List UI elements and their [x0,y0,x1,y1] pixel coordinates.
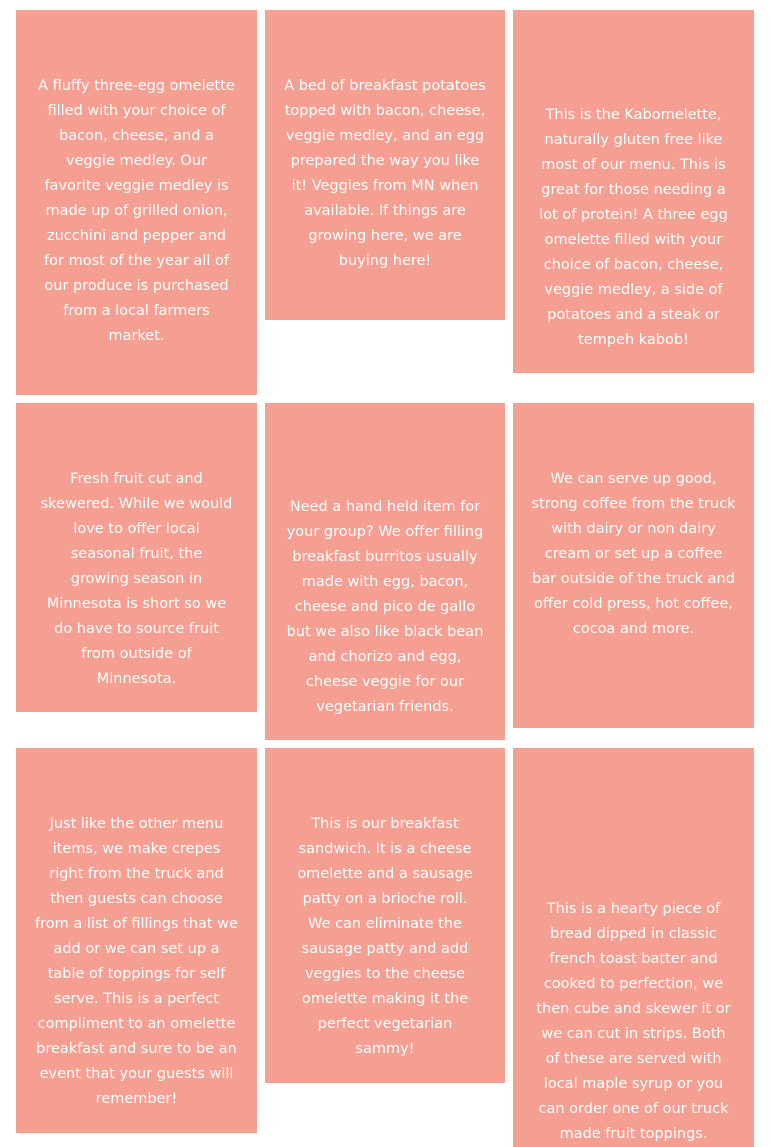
menu-card-breakfast-potatoes [265,10,505,320]
card-description: A fluffy three-egg omelette filled with your choice of bacon, cheese, and a veggie medley. Our favorite veggie medley is made up of grilled onion, zucchini and pepper and for most of the year all of our produce is purchased from a local farmers market. [38,78,235,344]
card-description: A bed of breakfast potatoes topped with bacon, cheese, veggie medley, and an egg prepared the way you like it! Veggies from MN when available. If things are growing here, we are buying here! [284,78,486,269]
menu-card-breakfast-sandwich [265,748,505,1083]
card-description: We can serve up good, strong coffee from the truck with dairy or non dairy cream or set up a coffee bar outside of the truck and offer cold press, hot coffee, cocoa and more. [531,471,736,637]
menu-card-french-toast [513,748,754,1147]
menu-card-breakfast-burritos [265,403,505,740]
menu-card-omelette [16,10,257,395]
card-description: This is the Kabomelette, naturally gluten free like most of our menu. This is great for those needing a lot of protein! A three egg omelette filled with your choice of bacon, cheese, veggie medley, a side of potatoes and a steak or tempeh kabob! [539,107,728,348]
menu-card-crepes [16,748,257,1133]
card-description: This is our breakfast sandwich. It is a cheese omelette and a sausage patty on a brioche roll. We can eliminate the sausage patty and add veggies to the cheese omelette making it the perfect vegetarian sammy! [297,816,473,1057]
card-description: This is a hearty piece of bread dipped in classic french toast batter and cooked to perfection, we then cube and skewer it or we can cut in strips. Both of these are served with local maple syrup or you can order one of our truck made fruit toppings. [536,901,731,1142]
menu-card-kabomelette [513,10,754,373]
card-description: Need a hand held item for your group? We offer filling breakfast burritos usually made with egg, bacon, cheese and pico de gallo but we also like black bean and chorizo and egg, cheese veggie for our vegetarian friends. [286,499,484,715]
menu-card-coffee [513,403,754,728]
card-description: Fresh fruit cut and skewered. While we would love to offer local seasonal fruit, the growing season in Minnesota is short so we do have to source fruit from outside of Minnesota. [40,471,233,687]
card-description: Just like the other menu items, we make crepes right from the truck and then guests can choose from a list of fillings that we add or we can set up a table of toppings for self serve. This is a perfect compliment to an omelette breakfast and sure to be an event that your guests will remember! [35,816,238,1107]
menu-card-fruit-skewers [16,403,257,712]
